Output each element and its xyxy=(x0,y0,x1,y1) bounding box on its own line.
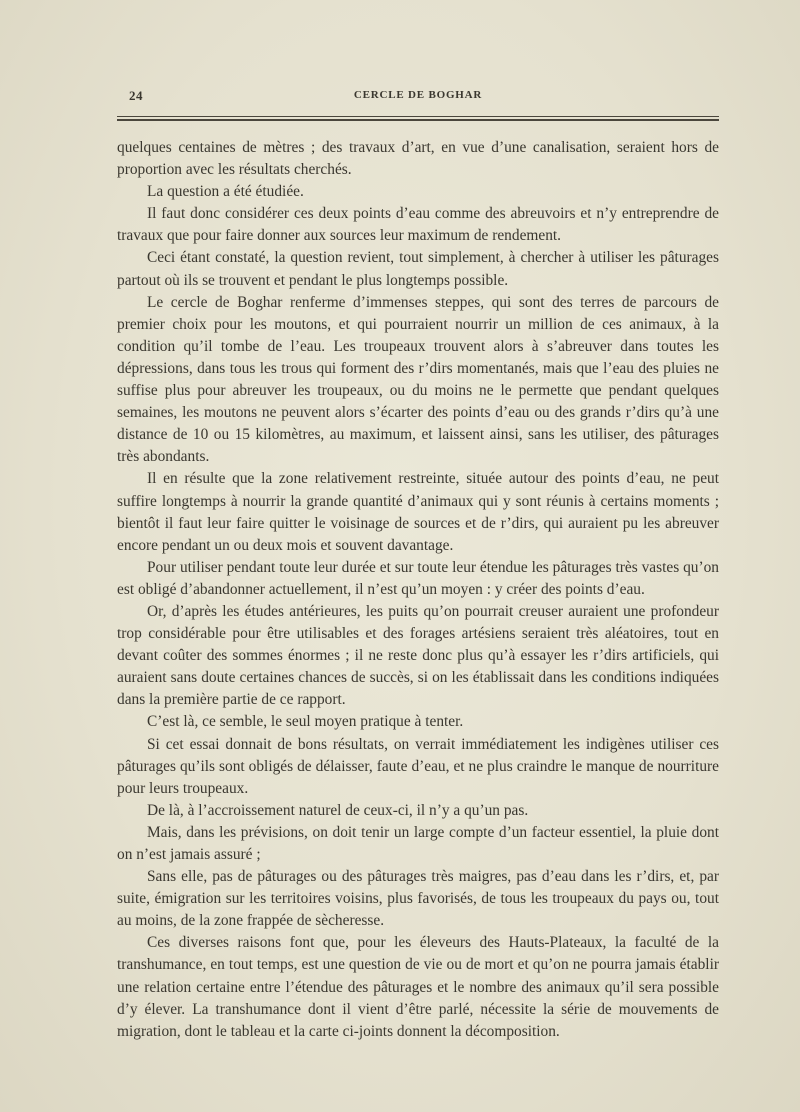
page-header xyxy=(117,88,719,108)
body-text xyxy=(117,137,719,1043)
paragraph-13: Sans elle, pas de pâturages ou des pâturages très maigres, pas d’eau dans les r’dirs, et, par suite, émigration sur les territoires voisins, plus favorisés, de tous les troupeaux du pays ou, tout au moins, de la zone frappée de sècheresse. xyxy=(117,868,719,930)
paragraph-12: Mais, dans les prévisions, on doit tenir un large compte d’un facteur essentiel, la pluie dont on n’est jamais assuré ; xyxy=(117,823,719,863)
header-rule-thin xyxy=(117,116,719,117)
paragraph-2: La question a été étudiée. xyxy=(147,183,304,201)
paragraph-10: Si cet essai donnait de bons résultats, on verrait immédiatement les indigènes utiliser ces pâturages qu’ils sont obligés de délaisser, faute d’eau, et ne plus craindre le manque de nourriture pour leurs troupeaux. xyxy=(117,735,719,797)
paragraph-7: Pour utiliser pendant toute leur durée et sur toute leur étendue les pâturages très vastes qu’on est obligé d’abandonner actuellement, il n’est qu’un moyen : y créer des points d’eau. xyxy=(117,558,719,598)
paragraph-14: Ces diverses raisons font que, pour les éleveurs des Hauts-Plateaux, la faculté de la transhumance, en tout temps, est une question de vie ou de mort et qu’on ne pourra jamais établir une relation certaine entre l’étendue des pâturages et le nombre des animaux qu’il sera possible d’y élever. La transhumance dont il vient d’être parlé, nécessite la série de mouvements de migration, dont le tableau et la carte ci-joints donnent la décomposition. xyxy=(117,934,719,1040)
paragraph-1: quelques centaines de mètres ; des travaux d’art, en vue d’une canalisation, seraient hors de proportion avec les résultats cherchés. xyxy=(117,139,719,179)
paragraph-3: Il faut donc considérer ces deux points d’eau comme des abreuvoirs et n’y entreprendre de travaux que pour faire donner aux sources leur maximum de rendement. xyxy=(117,205,719,245)
paragraph-6: Il en résulte que la zone relativement restreinte, située autour des points d’eau, ne peut suffire longtemps à nourrir la grande quantité d’animaux qui y sont réunis à certains moments ; bientôt il faut leur faire quitter le voisinage de sources et de r’dirs, qui auraient pu les abreuver encore pendant un ou deux mois et souvent davantage. xyxy=(117,470,719,554)
paragraph-8: Or, d’après les études antérieures, les puits qu’on pourrait creuser auraient une profondeur trop considérable pour être utilisables et des forages artésiens seraient très aléatoires, tout en devant coûter des sommes énormes ; il ne reste donc plus qu’à essayer les r’dirs artificiels, qui auraient sans doute certaines chances de succès, si on les établissait dans les conditions indiquées dans la première partie de ce rapport. xyxy=(117,602,719,709)
paragraph-9: C’est là, ce semble, le seul moyen pratique à tenter. xyxy=(147,713,464,731)
paragraph-5: Le cercle de Boghar renferme d’immenses steppes, qui sont des terres de parcours de premier choix pour les moutons, et qui pourraient nourrir un million de ces animaux, à la condition qu’il tombe de l’eau. Les troupeaux trouvent alors à s’abreuver dans toutes les dépressions, dans tous les trous qui forment des r’dirs momentanés, mais que l’eau des pluies ne suffise plus pour abreuver les troupeaux, ou du moins ne le permette que pendant quelques semaines, les moutons ne peuvent alors s’écarter des points d’eau ou des grands r’dirs qu’à une distance de 10 ou 15 kilomètres, au maximum, et laissent ainsi, sans les utiliser, des pâturages très abondants. xyxy=(117,293,719,466)
paragraph-4: Ceci étant constaté, la question revient, tout simplement, à chercher à utiliser les pâturages partout où ils se trouvent et pendant le plus longtemps possible. xyxy=(117,249,719,289)
running-title: CERCLE DE BOGHAR xyxy=(353,89,483,101)
paragraph-11: De là, à l’accroissement naturel de ceux-ci, il n’y a qu’un pas. xyxy=(147,801,529,819)
page-number: 24 xyxy=(129,88,143,103)
header-rule-thick xyxy=(117,119,719,121)
